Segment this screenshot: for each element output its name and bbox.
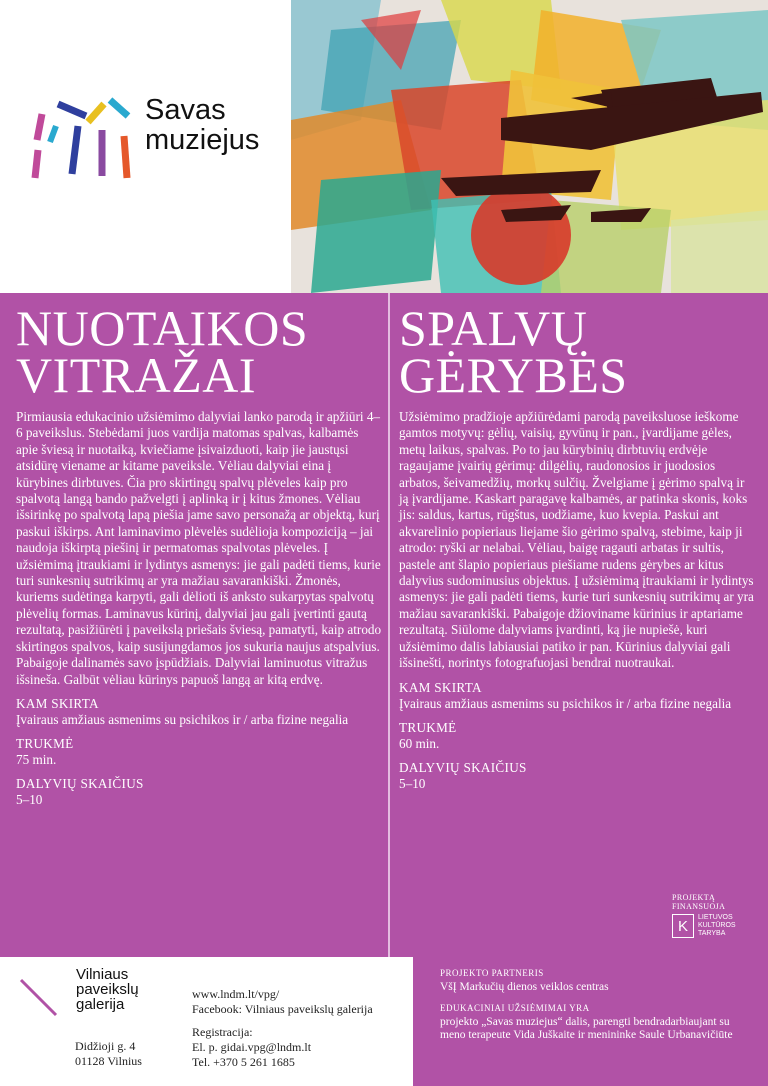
gallery-name — [76, 967, 139, 1012]
gallery-address — [75, 1039, 142, 1069]
funder-name — [698, 914, 736, 938]
title-line-1: NUOTAIKOS — [16, 300, 309, 356]
savas-muziejus-logo — [28, 92, 143, 187]
funder-mark: K — [672, 914, 694, 938]
workshop-description: Pirmiausia edukacinio užsiėmimo dalyviai lanko parodą ir apžiūri 4–6 paveikslus. Stebėdami juos vardija matomas spalvas, kalbamės apie šviesą ir nuotaiką, kviečiame įsivaizduoti, kaip jie jaustųsi atsidūrę viename ar kitame paveiksle. Vėliau dalyviai eina į kūrybines dirbtuves. Čia pro skirtingų spalvų plėveles kaip pro spalvotą langą bando pažvelgti į aplinką ir į kitus žmones. Vėliau išsirinkę po spalvotą lapą piešia jame savo personažą ar objektą, kurį paskui iškirps. Ant laminavimo plėvelės sudėlioja kompoziciją – jai naudoja iškirptą piešinį ir permatomas spalvotas plėveles. Į užsiėmimą įtraukiami ir lydintys asmenys: jie gali padėti tiems, kurie turi sunkesnių sutrikimų ar yra mažiau savarankiški. Žmonės, kuriems sudėtinga karpyti, gali dėlioti iš anksto sukarpytas spalvotų plėvelių formas. Laminavus kūrinį, dalyviai jau gali įvertinti gautą rezultatą, pasižiūrėti į paveikslą priešais šviesą, pamatyti, kaip atrodo skirtingos spalvos, kaip susijungdamos jos sukuria naujus atspalvius. Pabaigoje dalinamės savo įspūdžiais. Dalyviai laminuotus vitražus išsineša. Galbūt vėliau kūrinys papuoš langą ar kitą erdvę. — [16, 409, 382, 687]
website-link[interactable]: www.lndm.lt/vpg/ — [192, 987, 280, 1001]
funder-name-line-1: LIETUVOS — [698, 914, 733, 921]
participants-label: DALYVIŲ SKAIČIUS — [399, 759, 527, 775]
footer-right — [413, 957, 768, 1086]
duration-value: 75 min. — [16, 751, 57, 767]
participants-value: 5–10 — [399, 775, 426, 791]
logo-line-1: Savas — [145, 94, 226, 126]
address-line-1: Didžioji g. 4 — [75, 1039, 136, 1053]
project-description: projekto „Savas muziejus“ dalis, parengti bendradarbiaujant su meno terapeute Vida Juškaite ir menininke Saule Urbanavičiūte — [440, 1016, 733, 1041]
logo-text — [145, 95, 259, 155]
partner-name: VšĮ Markučių dienos veiklos centras — [440, 981, 609, 993]
funding-label-line-2: FINANSUOJA — [672, 902, 726, 911]
workshop-description: Užsiėmimo pradžioje apžiūrėdami parodą paveiksluose ieškome gamtos motyvų: gėlių, vaisių, gyvūnų ir pan., įvardijame gėles, metų laikus, spalvas. Po to jau kūrybinių dirbtuvių erdvėje ragaujame įvairių gėrimų: dilgėlių, raudonosios ir juodosios arbatos, šeivamedžių, morkų sulčių. Žvelgiame į gėrimo spalvą ir ją įvardijame. Kaskart paragavę kalbamės, ar patinka skonis, koks jis: saldus, kartus, rūgštus, uodžiame, kuo kvepia. Paskui ant akvarelinio popieriaus liejame šio gėrimo spalvą, stebime, kaip ji atrodo: ryški ar nelabai. Vėliau, baigę ragauti arbatas ir sultis, pastele ant šlapio popieriaus piešiame rudens gėrybes ar kitus dalyvius sudominusius objektus. Į užsiėmimą įtraukiami ir lydintys asmenys: jie gali padėti tiems, kurie turi sunkesnių sutrikimų ar yra mažiau savarankiški. Pabaigoje džioviname kūrinius ir aptariame rezultatą. Siūlome dalyviams įvardinti, ką jie nupiešė, kuri užsiėmimo dalis labiausiai patiko ir pan. Kūrinius dalyviai gali išsinešti, norintys fotografuojasi bendrai nuotraukai. — [399, 409, 754, 671]
facebook-link[interactable]: Facebook: Vilniaus paveikslų galerija — [192, 1002, 373, 1016]
header — [0, 0, 768, 293]
funder-logo — [672, 914, 764, 938]
duration-label: TRUKMĖ — [16, 735, 74, 751]
title-line-1: SPALVŲ — [399, 300, 588, 356]
phone-link[interactable]: Tel. +370 5 261 1685 — [192, 1055, 295, 1069]
footer-left — [0, 957, 413, 1086]
funding-label-line-1: PROJEKTĄ — [672, 893, 716, 902]
project-label: EDUKACINIAI UŽSIĖMIMAI YRA — [440, 1003, 590, 1013]
audience-value: Įvairaus amžiaus asmenims su psichikos ir / arba fizine negalia — [16, 711, 349, 727]
logo-line-2: muziejus — [145, 124, 260, 156]
audience-value: Įvairaus amžiaus asmenims su psichikos ir / arba fizine negalia — [399, 695, 732, 711]
contacts — [192, 987, 373, 1070]
main-content — [0, 293, 768, 957]
stained-glass-photo — [291, 0, 768, 293]
funding-block — [672, 893, 764, 938]
funder-name-line-2: KULTŪROS — [698, 922, 736, 929]
workshop-spalvu-gerybes — [399, 293, 755, 792]
title-line-2: GĖRYBĖS — [399, 347, 628, 403]
gallery-name-line-2: paveikslų — [76, 981, 139, 998]
email-link[interactable]: El. p. gidai.vpg@lndm.lt — [192, 1040, 312, 1054]
funding-label — [672, 893, 764, 911]
duration-label: TRUKMĖ — [399, 719, 457, 735]
gallery-name-line-3: galerija — [76, 996, 125, 1013]
partner-label: PROJEKTO PARTNERIS — [440, 968, 544, 978]
column-divider — [388, 293, 390, 957]
workshop-nuotaikos-vitrazai — [16, 293, 382, 808]
title-line-2: VITRAŽAI — [16, 347, 257, 403]
workshop-title — [16, 300, 382, 403]
participants-value: 5–10 — [16, 791, 43, 807]
funder-name-line-3: TARYBA — [698, 930, 726, 937]
gallery-logo-mark — [18, 977, 60, 1019]
audience-label: KAM SKIRTA — [16, 695, 99, 711]
address-line-2: 01128 Vilnius — [75, 1054, 142, 1068]
registration-label: Registracija: — [192, 1025, 253, 1039]
audience-label: KAM SKIRTA — [399, 679, 482, 695]
participants-label: DALYVIŲ SKAIČIUS — [16, 775, 144, 791]
gallery-name-line-1: Vilniaus — [76, 966, 129, 983]
duration-value: 60 min. — [399, 735, 440, 751]
workshop-title — [399, 300, 755, 403]
